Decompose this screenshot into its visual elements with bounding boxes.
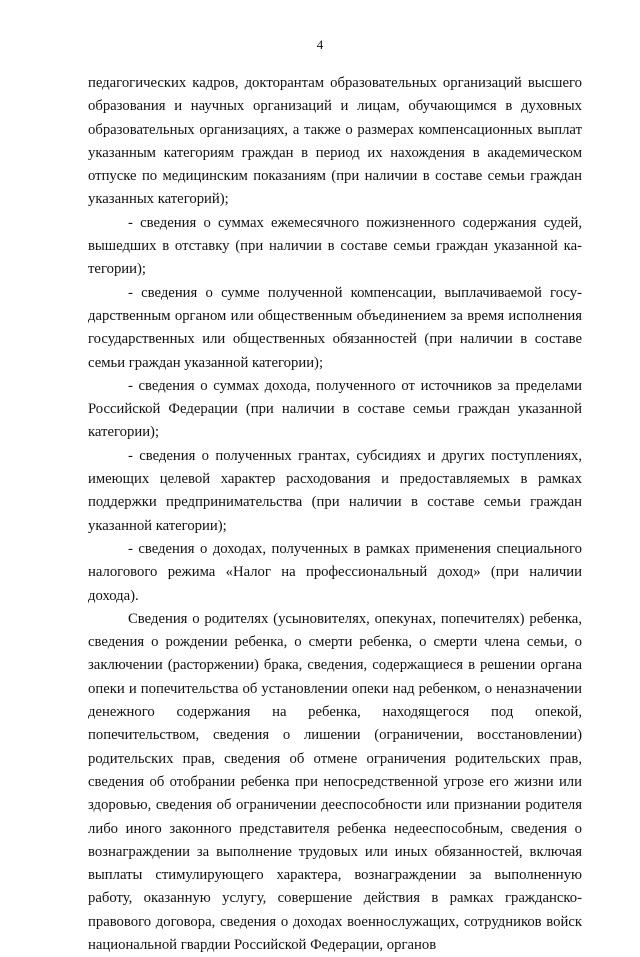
page-number: 4 bbox=[316, 37, 324, 52]
list-item-compensation: - сведения о сумме полученной компенсации, выплачиваемой государственным органом или общественным объединением за время исполнения государственных или общественных обязанностей (при наличии в составе семьи граждан указанной категории); bbox=[88, 284, 582, 371]
list-item-judges-allowance: - сведения о суммах ежемесячного пожизненного содержания судей, вышедших в отставку (при наличии в составе семьи граждан указанной категории); bbox=[88, 214, 582, 278]
list-item-grants: - сведения о полученных грантах, субсидиях и других поступлениях, имеющих целевой характер расходования и предоставляемых в рамках поддержки предпринимательства (при наличии в составе семьи граждан указанной категории); bbox=[88, 447, 582, 534]
paragraph-continuation: педагогических кадров, докторантам образовательных организаций высшего образования и научных организаций и лицам, обучающимся в духовных образовательных организациях, а также о размерах компенсационных выплат указанным категориям граждан в период их нахождения в академическом отпуске по медицинским показаниям (при наличии в составе семьи граждан указанных категорий); bbox=[88, 75, 582, 208]
paragraph-parents-info: Сведения о родителях (усыновителях, опекунах, попечителях) ребенка, сведения о рождении ребенка, о смерти ребенка, о смерти члена семьи, о заключении (расторжении) брака, сведения, содержащиеся в решении органа опеки и попечительства об установлении опеки над ребенком, о неназначении денежного содержания на ребенка, находящегося под опекой, попечительством, сведения о лишении (ограничении, восстановлении) родительских прав, сведения об отмене ограничения родительских прав, сведения об отобрании ребенка при непосредственной угрозе его жизни или здоровью, сведения об ограничении дееспособности или признании родителя либо иного законного представителя ребенка недееспособным, сведения о вознаграждении за выполнение трудовых или иных обязанностей, включая выплаты стимулирующего характера, вознаграждении за выполненную работу, оказанную услугу, совершение действия в рамках гражданско-правового договора, сведения о доходах военнослужащих, сотрудников войск национальной гвардии Российской Федерации, органов bbox=[88, 610, 582, 953]
list-item-foreign-income: - сведения о суммах дохода, полученного от источников за пределами Российской Федерации (при наличии в составе семьи граждан указанной категории); bbox=[88, 377, 582, 441]
list-item-professional-income: - сведения о доходах, полученных в рамках применения специального налогового режима «Налог на профессиональный доход» (при наличии дохода). bbox=[88, 540, 582, 604]
body-text bbox=[88, 72, 582, 957]
